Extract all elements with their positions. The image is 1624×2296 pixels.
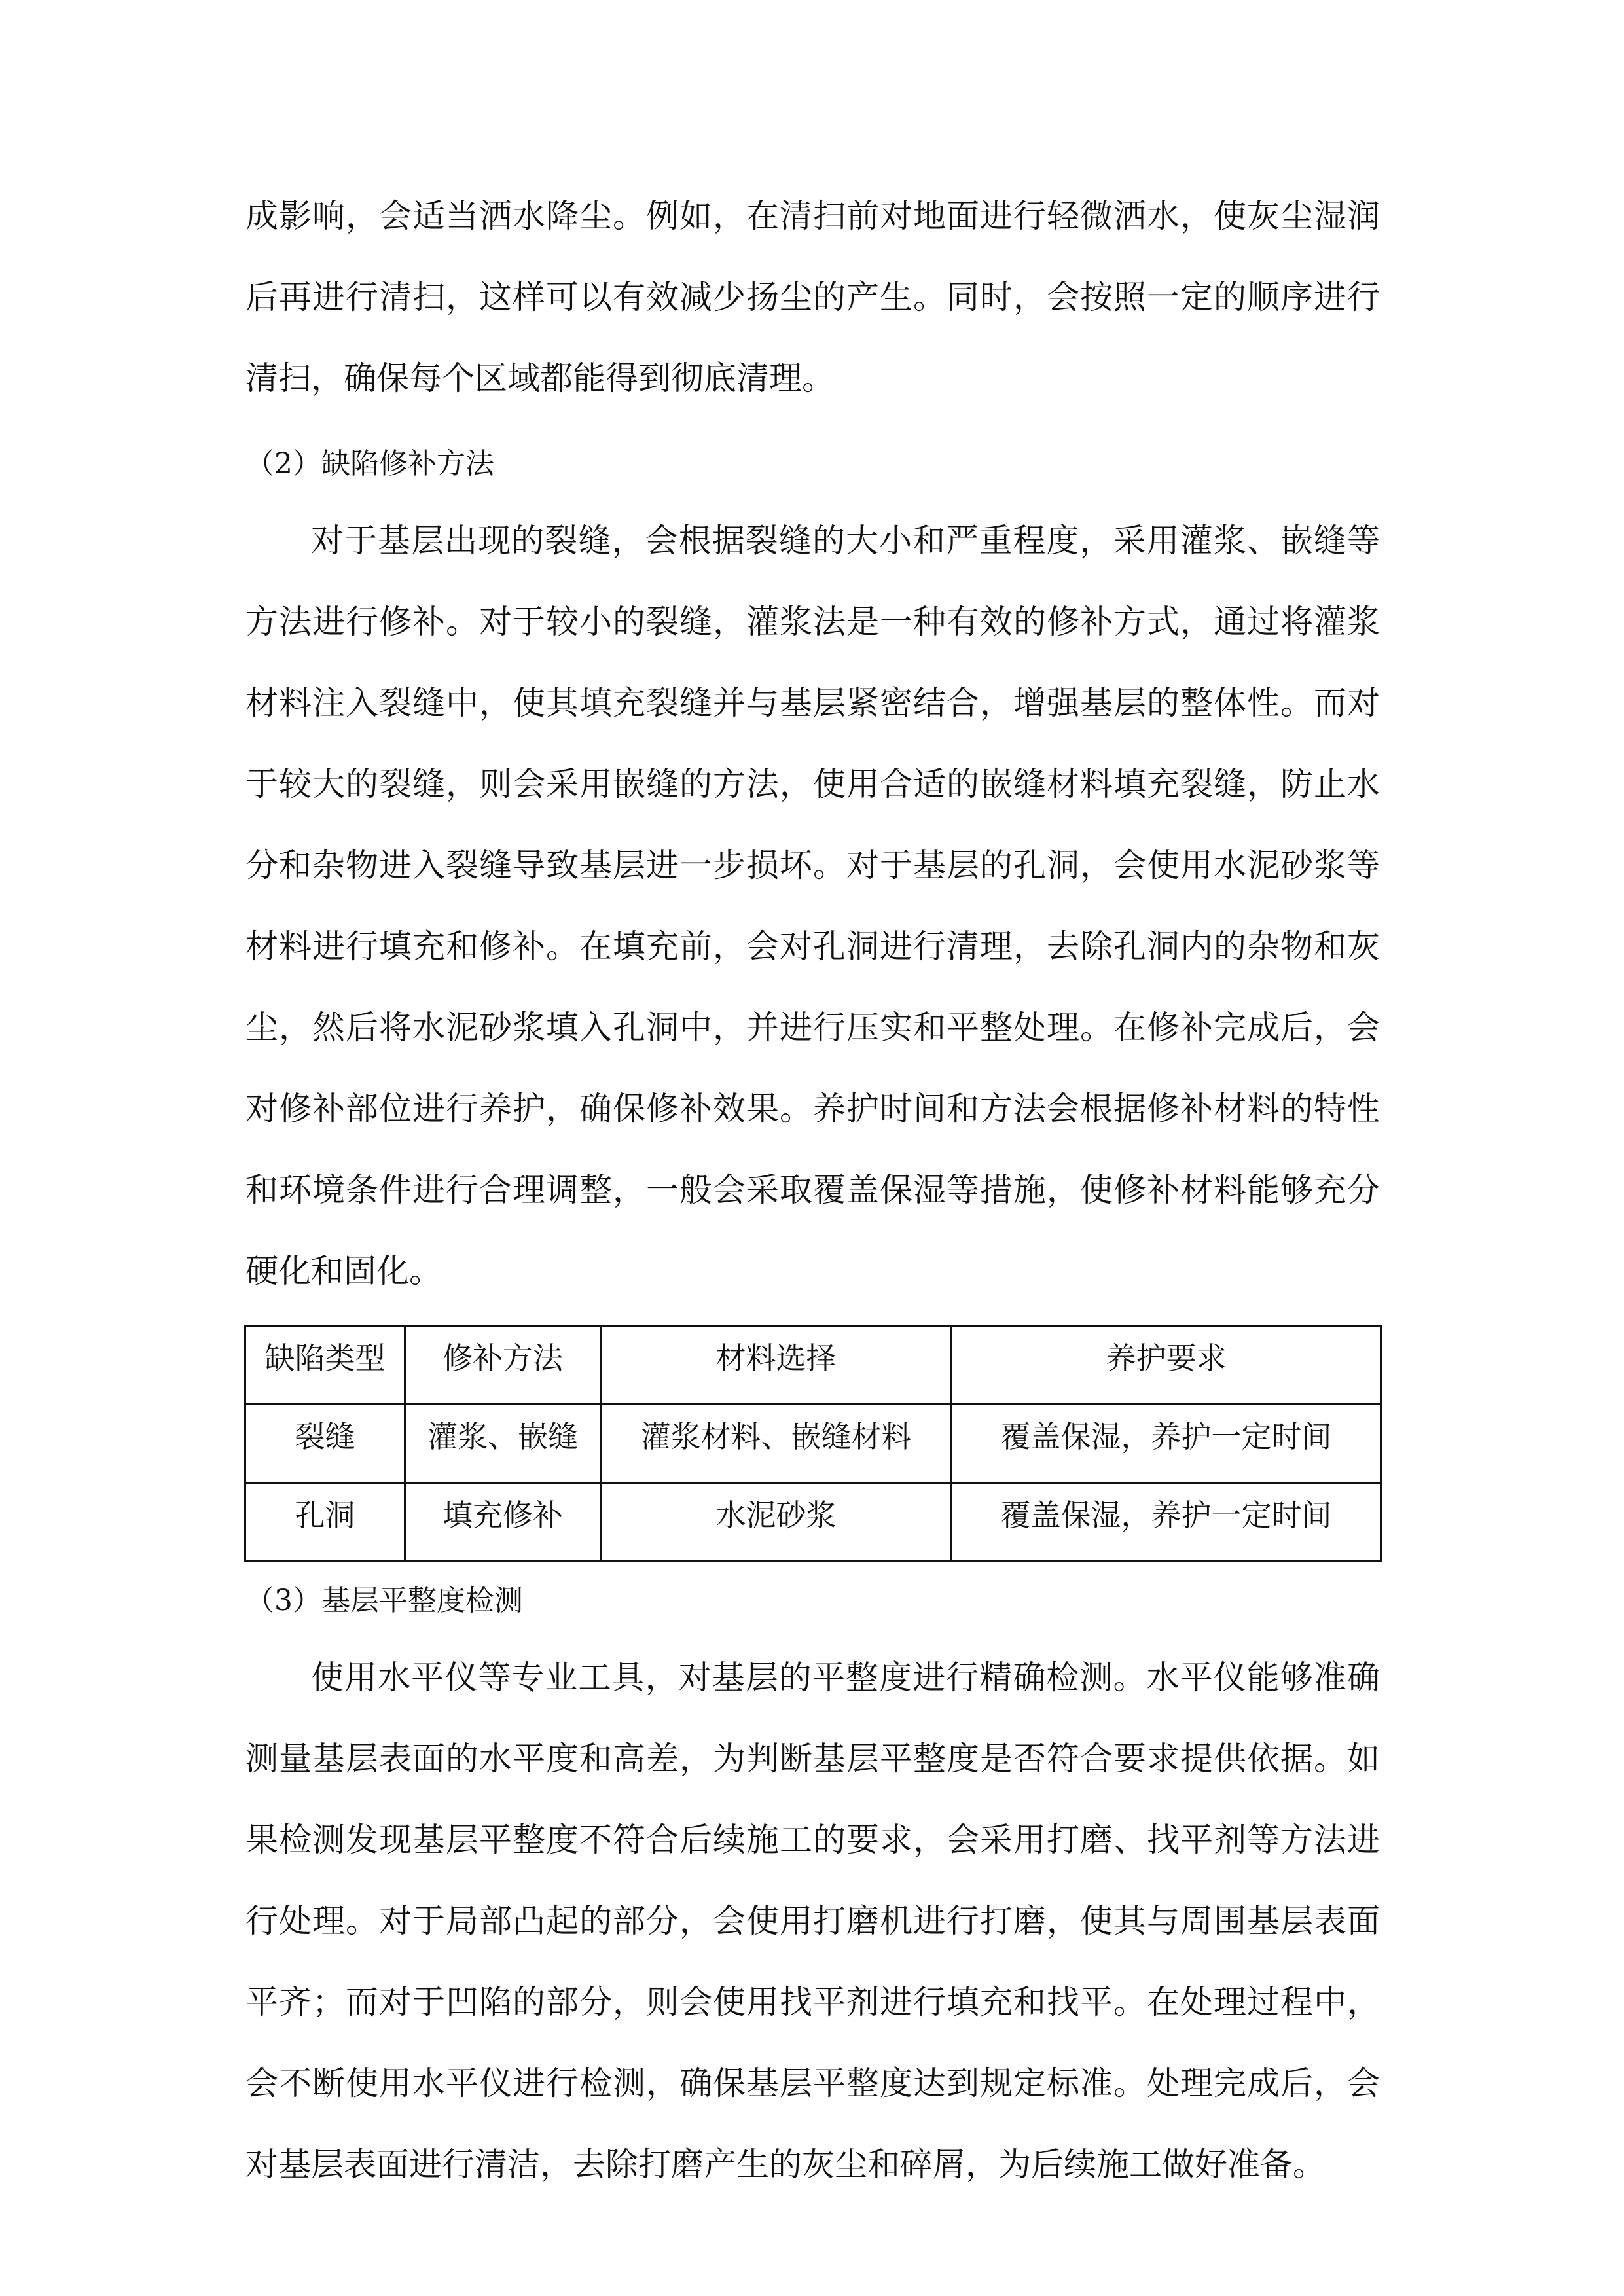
table-cell: 覆盖保湿，养护一定时间 — [952, 1405, 1381, 1483]
table-cell: 覆盖保湿，养护一定时间 — [952, 1483, 1381, 1562]
table-cell: 裂缝 — [245, 1405, 405, 1483]
section-heading-defect-repair: （2）缺陷修补方法 — [245, 447, 494, 480]
paragraph-defect-repair: 对于基层出现的裂缝，会根据裂缝的大小和严重程度，采用灌浆、嵌缝等方法进行修补。对于较小的裂缝，灌浆法是一种有效的修补方式，通过将灌浆材料注入裂缝中，使其填充裂缝并与基层紧密结合，增强基层的整体性。而对于较大的裂缝，则会采用嵌缝的方法，使用合适的嵌缝材料填充裂缝，防止水分和杂物进入裂缝导致基层进一步损坏。对于基层的孔洞，会使用水泥砂浆等材料进行填充和修补。在填充前，会对孔洞进行清理，去除孔洞内的杂物和灰尘，然后将水泥砂浆填入孔洞中，并进行压实和平整处理。在修补完成后，会对修补部位进行养护，确保修补效果。养护时间和方法会根据修补材料的特性和环境条件进行合理调整，一般会采取覆盖保湿等措施，使修补材料能够充分硬化和固化。 — [245, 522, 1380, 1290]
defect-repair-table — [244, 1325, 1382, 1562]
table-header-cell: 养护要求 — [952, 1326, 1381, 1405]
paragraph-dust-control: 成影响，会适当洒水降尘。例如，在清扫前对地面进行轻微洒水，使灰尘湿润后再进行清扫，这样可以有效减少扬尘的产生。同时，会按照一定的顺序进行清扫，确保每个区域都能得到彻底清理。 — [245, 197, 1380, 397]
table-header-cell: 材料选择 — [601, 1326, 952, 1405]
table-header-cell: 缺陷类型 — [245, 1326, 405, 1405]
table-cell: 灌浆材料、嵌缝材料 — [601, 1405, 952, 1483]
table-header-cell: 修补方法 — [405, 1326, 601, 1405]
section-heading-flatness-test: （3）基层平整度检测 — [245, 1584, 523, 1617]
table-header-row — [245, 1326, 1381, 1405]
table-row — [245, 1483, 1381, 1562]
table-cell: 灌浆、嵌缝 — [405, 1405, 601, 1483]
paragraph-flatness-test: 使用水平仪等专业工具，对基层的平整度进行精确检测。水平仪能够准确测量基层表面的水平度和高差，为判断基层平整度是否符合要求提供依据。如果检测发现基层平整度不符合后续施工的要求，会采用打磨、找平剂等方法进行处理。对于局部凸起的部分，会使用打磨机进行打磨，使其与周围基层表面平齐；而对于凹陷的部分，则会使用找平剂进行填充和找平。在处理过程中，会不断使用水平仪进行检测，确保基层平整度达到规定标准。处理完成后，会对基层表面进行清洁，去除打磨产生的灰尘和碎屑，为后续施工做好准备。 — [245, 1659, 1380, 2183]
table-cell: 水泥砂浆 — [601, 1483, 952, 1562]
page-content — [245, 175, 1380, 2205]
table-cell: 填充修补 — [405, 1483, 601, 1562]
table-cell: 孔洞 — [245, 1483, 405, 1562]
table-row — [245, 1405, 1381, 1483]
